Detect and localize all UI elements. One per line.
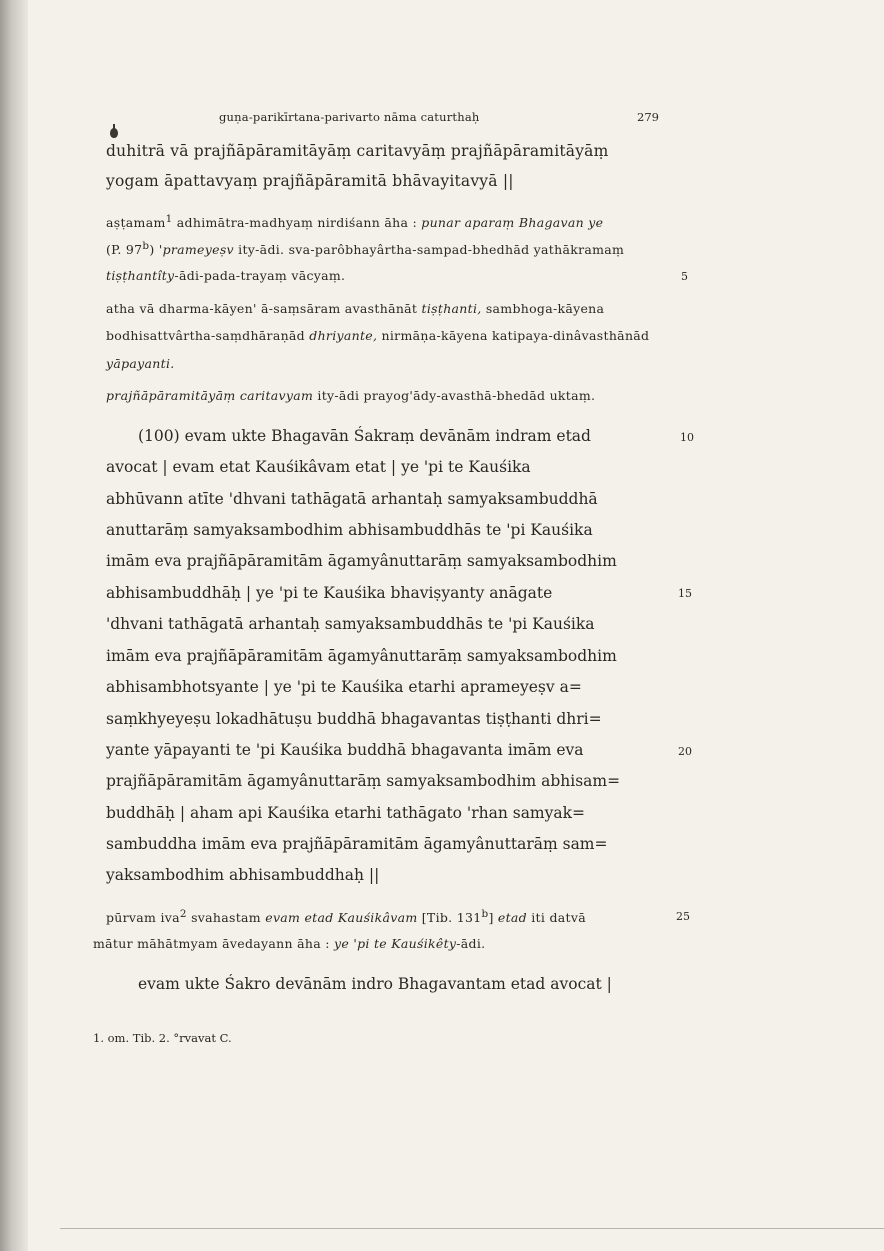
main-text-line-14: sambuddha imām eva prajñāpāramitām āgamyânuttarāṃ sam= (106, 835, 608, 853)
ink-mark-icon (110, 128, 118, 138)
line-number-10: 10 (680, 431, 694, 444)
main-text-line-3: abhūvann atīte 'dhvani tathāgatā arhantaḥ samyaksambuddhā (106, 490, 598, 508)
main-text-line-5: imām eva prajñāpāramitām āgamyânuttarāṃ samyaksambodhim (106, 552, 617, 570)
footnotes: 1. om. Tib. 2. °rvavat C. (93, 1031, 232, 1045)
running-title: guṇa-parikīrtana-parivarto nāma caturthaḥ (219, 110, 480, 124)
commentary2-line-2: mātur māhātmyam āvedayann āha : ye 'pi te Kauśikêty-ādi. (93, 936, 486, 951)
root-line-1: duhitrā vā prajñāpāramitāyāṃ caritavyāṃ prajñāpāramitāyāṃ (106, 142, 609, 160)
root-line-2: yogam āpattavyaṃ prajñāpāramitā bhāvayitavyā || (106, 172, 514, 190)
main-text-line-9: abhisambhotsyante | ye 'pi te Kauśika etarhi aprameyeṣv a= (106, 678, 582, 696)
commentary-line-4: atha vā dharma-kāyen' ā-saṃsāram avasthānāt tiṣṭhanti, sambhoga-kāyena (106, 301, 605, 316)
main-text-line-8: imām eva prajñāpāramitām āgamyânuttarāṃ samyaksambodhim (106, 647, 617, 665)
main-text-line-12: prajñāpāramitām āgamyânuttarāṃ samyaksambodhim abhisam= (106, 772, 621, 790)
main-text-line-1: (100) evam ukte Bhagavān Śakraṃ devānām indram etad (138, 427, 591, 445)
main-text-line-10: saṃkhyeyeṣu lokadhātuṣu buddhā bhagavantas tiṣṭhanti dhri= (106, 710, 602, 728)
commentary-line-3: tiṣṭhantîty-ādi-pada-trayaṃ vācyaṃ. (106, 268, 346, 283)
main-text-line-6: abhisambuddhāḥ | ye 'pi te Kauśika bhaviṣyanty anāgate (106, 584, 553, 602)
commentary-line-7: prajñāpāramitāyāṃ caritavyam ity-ādi prayog'ādy-avasthā-bhedād uktaṃ. (106, 388, 596, 403)
main-text-line-4: anuttarāṃ samyaksambodhim abhisambuddhās te 'pi Kauśika (106, 521, 593, 539)
main-text-line-7: 'dhvani tathāgatā arhantaḥ samyaksambuddhās te 'pi Kauśika (106, 615, 595, 633)
commentary2-line-1: pūrvam iva$^2$ svahastam evam etad Kauśikâvam [Tib. 131$^b$] etad iti datvā (106, 908, 586, 926)
line-number-15: 15 (678, 587, 692, 600)
main-text-line-13: buddhāḥ | aham api Kauśika etarhi tathāgato 'rhan samyak= (106, 804, 586, 822)
binding-gutter-shadow (0, 0, 28, 1251)
line-number-20: 20 (678, 745, 692, 758)
main-text-line-11: yante yāpayanti te 'pi Kauśika buddhā bhagavanta imām eva (106, 741, 584, 759)
main-text-line-15: yaksambodhim abhisambuddhaḥ || (106, 866, 380, 884)
commentary-line-1: aṣṭamam$^1$ adhimātra-madhyaṃ nirdiśann āha : punar aparaṃ Bhagavan ye (106, 213, 604, 231)
bottom-edge-line (60, 1228, 884, 1229)
page-number: 279 (637, 110, 659, 124)
main-text-line-2: avocat | evam etat Kauśikâvam etat | ye 'pi te Kauśika (106, 458, 531, 476)
line-number-25: 25 (676, 910, 690, 923)
closing-main-line: evam ukte Śakro devānām indro Bhagavantam etad avocat | (138, 975, 612, 993)
commentary-line-6: yāpayanti. (106, 356, 175, 371)
line-number-5: 5 (681, 270, 688, 283)
commentary-line-2: (P. 97$^b$) 'prameyeṣv ity-ādi. sva-parôbhayârtha-sampad-bhedhād yathākramaṃ (106, 240, 625, 258)
commentary-line-5: bodhisattvârtha-saṃdhāraṇād dhriyante, nirmāṇa-kāyena katipaya-dinâvasthānād (106, 328, 650, 343)
